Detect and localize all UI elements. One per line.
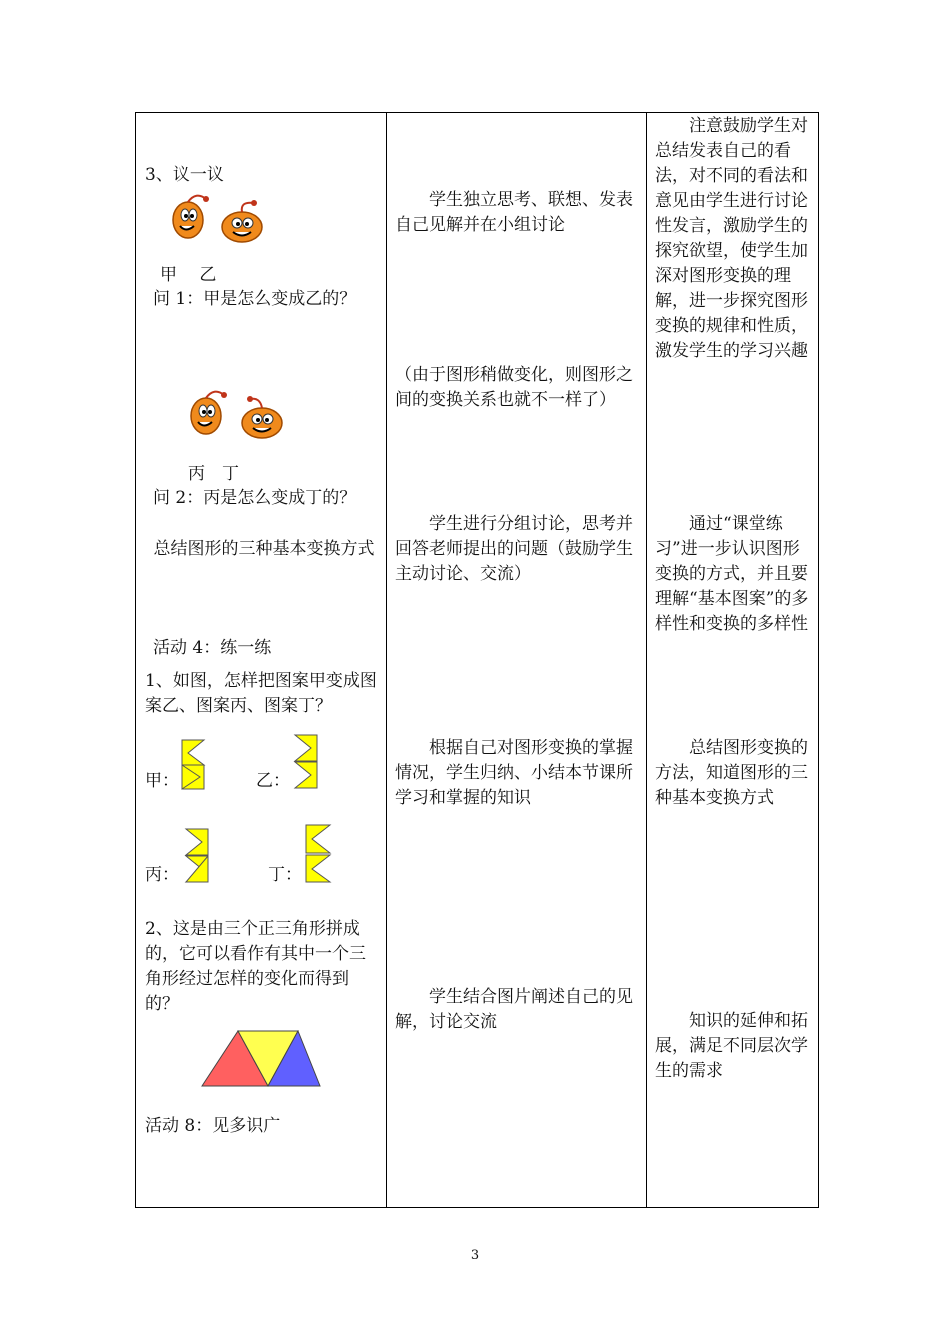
- exercise-2-text: 2、这是由三个正三角形拼成的，它可以看作有其中一个三角形经过怎样的变化而得到的？: [145, 919, 366, 1014]
- column-divider-1: [386, 113, 387, 1207]
- label-pattern-bing: 丙：: [145, 865, 179, 885]
- col2-paragraph-5: 学生结合图片阐述自己的见解，讨论交流: [395, 987, 633, 1032]
- col2-paragraph-2: （由于图形稍做变化，则图形之间的变换关系也就不一样了）: [395, 365, 633, 410]
- activity-4-title: 活动 4：练一练: [153, 638, 272, 658]
- label-pattern-yi: 乙：: [256, 771, 290, 791]
- summary-text: 总结图形的三种基本变换方式: [153, 539, 375, 559]
- cartoon-jia-icon: [166, 193, 216, 243]
- col3-paragraph-2: 通过“课堂练习”进一步认识图形变换的方式，并且要理解“基本图案”的多样性和变换的多样性: [655, 514, 809, 634]
- col3-paragraph-1: 注意鼓励学生对总结发表自己的看法，对不同的看法和意见由学生进行讨论性发言，激励学生的探究欲望，使学生加深对图形变换的理解，进一步探究图形变换的规律和性质，激发学生的学习兴趣: [655, 116, 808, 361]
- column-divider-2: [646, 113, 647, 1207]
- question-1: 问 1：甲是怎么变成乙的？: [153, 289, 357, 309]
- label-pattern-jia: 甲：: [145, 771, 179, 791]
- cartoon-bing-icon: [184, 389, 234, 439]
- label-jia-yi: 甲 乙: [160, 265, 217, 285]
- col2-paragraph-3: 学生进行分组讨论，思考并回答老师提出的问题（鼓励学生主动讨论、交流）: [395, 514, 633, 584]
- col3-paragraph-3: 总结图形变换的方法，知道图形的三种基本变换方式: [655, 738, 808, 808]
- page-number: 3: [470, 1248, 480, 1263]
- activity-8-title: 活动 8：见多识广: [145, 1116, 281, 1136]
- pattern-ding-shape: [304, 825, 332, 883]
- section3-title: 3、议一议: [145, 165, 224, 185]
- cartoon-yi-icon: [218, 201, 268, 246]
- exercise-1-text: 1、如图，怎样把图案甲变成图案乙、图案丙、图案丁？: [145, 671, 377, 716]
- col2-paragraph-1: 学生独立思考、联想、发表自己见解并在小组讨论: [395, 190, 633, 235]
- cartoon-ding-icon: [238, 397, 288, 442]
- label-bing-ding: 丙 丁: [188, 464, 239, 484]
- three-triangles-figure: [202, 1029, 322, 1087]
- col3-paragraph-4: 知识的延伸和拓展，满足不同层次学生的需求: [655, 1011, 808, 1081]
- pattern-bing-shape: [184, 829, 210, 883]
- col2-paragraph-4: 根据自己对图形变换的掌握情况，学生归纳、小结本节课所学习和掌握的知识: [395, 738, 633, 808]
- lesson-table: [135, 112, 819, 1208]
- label-pattern-ding: 丁：: [268, 865, 302, 885]
- pattern-yi-shape: [293, 735, 319, 789]
- pattern-jia-shape: [182, 740, 206, 790]
- question-2: 问 2：丙是怎么变成丁的？: [153, 488, 357, 508]
